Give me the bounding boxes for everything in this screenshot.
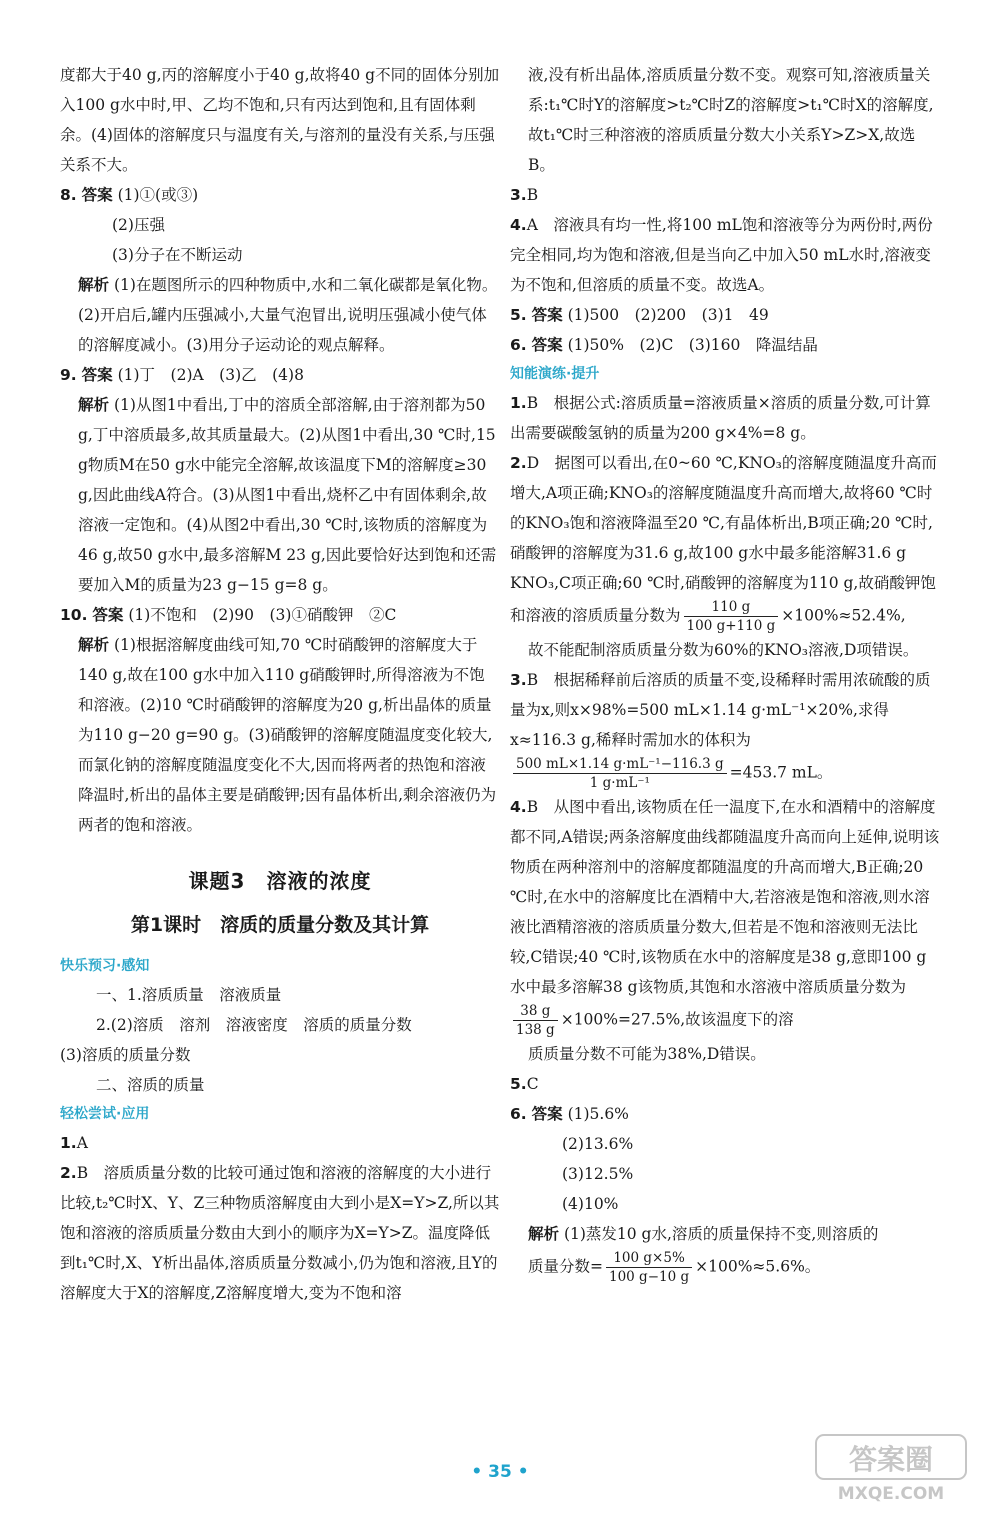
page-number: • 35 • [471,1462,529,1482]
k5-answer: 5.C [510,1075,539,1093]
fraction: $\frac{110 g}{100 g+110 g}$ [684,598,779,635]
q10-answer: 10. 答案 (1)不饱和 (2)90 (3)①硝酸钾 ②C [60,606,397,624]
q8-answer: 8. 答案 (1)①(或③) [60,186,199,204]
k2-conclusion: 故不能配制溶质质量分数为60%的KNO₃溶液,D项错误。 [528,641,919,659]
q9-explanation: 解析 (1)从图1中看出,丁中的溶质全部溶解,由于溶剂都为50 g,丁中溶质最多,故其质量最大。(2)从图1中看出,30 ℃时,15 g物质M在50 g水中能完全溶解,故该温度下M的溶解度≥30 g,因此曲线A符合。(3)从图1中看出,烧杯乙中有固体剩余,故溶液一定饱和。(4)从图2中看出,30 ℃时,该物质的溶解度为46 g,故50 g水中,最多溶解M 23 g,因此要恰好达到饱和还需要加入M的质量为23 g−15 g=8 g。 [78,396,497,594]
k6-answer-4: (4)10% [562,1195,619,1213]
t1-answer: 1.A [60,1134,88,1152]
svg-text:答案圈: 答案圈 [848,1443,934,1476]
t3-answer: 3.B [510,186,539,204]
lesson-title: 第1课时 溶质的质量分数及其计算 [130,914,430,936]
t6-answer: 6. 答案 (1)50% (2)C (3)160 降温结晶 [510,336,818,354]
k6-answer-3: (3)12.5% [562,1165,634,1183]
section-heading: 轻松尝试·应用 [60,1106,150,1122]
preview-line: 一、1.溶质质量 溶液质量 [96,986,282,1004]
q10-explanation: 解析 (1)根据溶解度曲线可知,70 ℃时硝酸钾的溶解度大于140 g,故在100 g水中加入110 g硝酸钾时,所得溶液为不饱和溶液。(2)10 ℃时硝酸钾的溶解度为20 g,析出晶体的质量为110 g−20 g=90 g。(3)硝酸钾的溶解度随温度变化较大,而氯化钠的溶解度随温度变化不大,因而将两者的热饱和溶液降温时,析出的晶体主要是硝酸钾;因有晶体析出,剩余溶液仍为两者的饱和溶液。 [78,636,497,834]
section-heading: 快乐预习·感知 [60,958,150,974]
q8-answer-3: (3)分子在不断运动 [112,246,243,264]
t5-answer: 5. 答案 (1)500 (2)200 (3)1 49 [510,306,769,324]
k4-answer: 4.B 从图中看出,该物质在任一温度下,在水和酒精中的溶解度都不同,A错误;两条溶解度曲线都随温度升高而向上延伸,说明该物质在两种溶剂中的溶解度都随温度的升高而增大,B正确;20 ℃时,在水中的溶解度比在酒精中大,若溶液是饱和溶液,则水溶液比酒精溶液的溶质质量分数大,但若是不饱和溶液则无法比较,C错误;40 ℃时,该物质在水中的溶解度是38 g,意即100 g水中最多溶解38 g该物质,其饱和水溶液中溶质质量分数为 $\frac{38 g}{138 g}$ ×100%=27.5%,故该温度下的溶 [510,798,940,1038]
svg-text:MXQE.COM: MXQE.COM [837,1484,945,1504]
t2-answer: 2.B 溶质质量分数的比较可通过饱和溶液的溶解度的大小进行比较,t₂℃时X、Y、Z三种物质溶解度由大到小是X=Y>Z,所以其饱和溶液的溶质质量分数由大到小的顺序为X=Y>Z。温度降低到t₁℃时,X、Y析出晶体,溶质质量分数减小,仍为饱和溶液,且Y的溶解度大于X的溶解度,Z溶解度增大,变为不饱和溶 [60,1164,500,1302]
q8-answer-2: (2)压强 [112,216,165,234]
k6-explanation: 解析 (1)蒸发10 g水,溶质的质量保持不变,则溶质的 质量分数= $\frac{100 g\times 5\%}{100 g-10 g}$ ×100%≈5.6%。 [528,1225,879,1285]
preview-line: 二、溶质的质量 [96,1076,205,1094]
paragraph: 度都大于40 g,丙的溶解度小于40 g,故将40 g不同的固体分别加入100 g水中时,甲、乙均不饱和,只有丙达到饱和,且有固体剩余。(4)固体的溶解度只与温度有关,与溶剂的量没有关系,与压强关系不大。 [60,66,500,174]
left-column [60,60,500,1308]
topic-title: 课题3 溶液的浓度 [188,869,372,893]
preview-line: (3)溶质的质量分数 [60,1046,191,1064]
fraction: $\frac{\text{500 mL×1.14 g·mL⁻¹−116.3 g}}{\text{1 g·mL⁻¹}}$ [513,755,727,792]
fraction: $\frac{100 g\times 5\%}{100 g-10 g}$ [606,1249,692,1286]
k3-answer: 3.B 根据稀释前后溶质的质量不变,设稀释时需用浓硫酸的质量为x,则x×98%=500 mL×1.14 g·mL⁻¹×20%,求得x≈116.3 g,稀释时需加水的体积为 $\frac{\text{500 mL×1.14 g·mL⁻¹−116.3 g}}{\text{1 g·mL⁻¹}}$ =453.7 mL。 [510,671,931,791]
k2-answer: 2.D 据图可以看出,在0~60 ℃,KNO₃的溶解度随温度升高而增大,A项正确;KNO₃的溶解度随温度升高而增大,故将60 ℃时的KNO₃饱和溶液降温至20 ℃,有晶体析出,B项正确;20 ℃时,硝酸钾的溶解度为31.6 g,故100 g水中最多能溶解31.6 g KNO₃,C项正确;60 ℃时,硝酸钾的溶解度为110 g,故硝酸钾饱和溶液的溶质质量分数为 $\frac{110 g}{100 g+110 g}$ ×100%≈52.4%, [510,454,937,634]
q8-explanation: 解析 (1)在题图所示的四种物质中,水和二氧化碳都是氧化物。(2)开启后,罐内压强减小,大量气泡冒出,说明压强减小使气体的溶解度减小。(3)用分子运动论的观点解释。 [78,276,498,354]
right-column [510,60,940,1286]
q9-answer: 9. 答案 (1)丁 (2)A (3)乙 (4)8 [60,366,304,384]
section-heading: 知能演练·提升 [510,366,600,382]
paragraph: 液,没有析出晶体,溶质质量分数不变。观察可知,溶液质量关系:t₁℃时Y的溶解度>t₂℃时Z的溶解度>t₁℃时X的溶解度,故t₁℃时三种溶液的溶质质量分数大小关系Y>Z>X,故选B。 [528,66,934,174]
k6-answer: 6. 答案 (1)5.6% [510,1105,629,1123]
k1-answer: 1.B 根据公式:溶质质量=溶液质量×溶质的质量分数,可计算出需要碳酸氢钠的质量为200 g×4%=8 g。 [510,394,931,442]
watermark-logo [812,1429,974,1505]
t4-answer: 4.A 溶液具有均一性,将100 mL饱和溶液等分为两份时,两份完全相同,均为饱和溶液,但是当向乙中加入50 mL水时,溶液变为不饱和,但溶质的质量不变。故选A。 [510,216,933,294]
k6-answer-2: (2)13.6% [562,1135,634,1153]
fraction: $\frac{38 g}{138 g}$ [513,1002,558,1039]
preview-line: 2.(2)溶质 溶剂 溶液密度 溶质的质量分数 [96,1016,412,1034]
k4-conclusion: 质质量分数不可能为38%,D错误。 [528,1045,766,1063]
